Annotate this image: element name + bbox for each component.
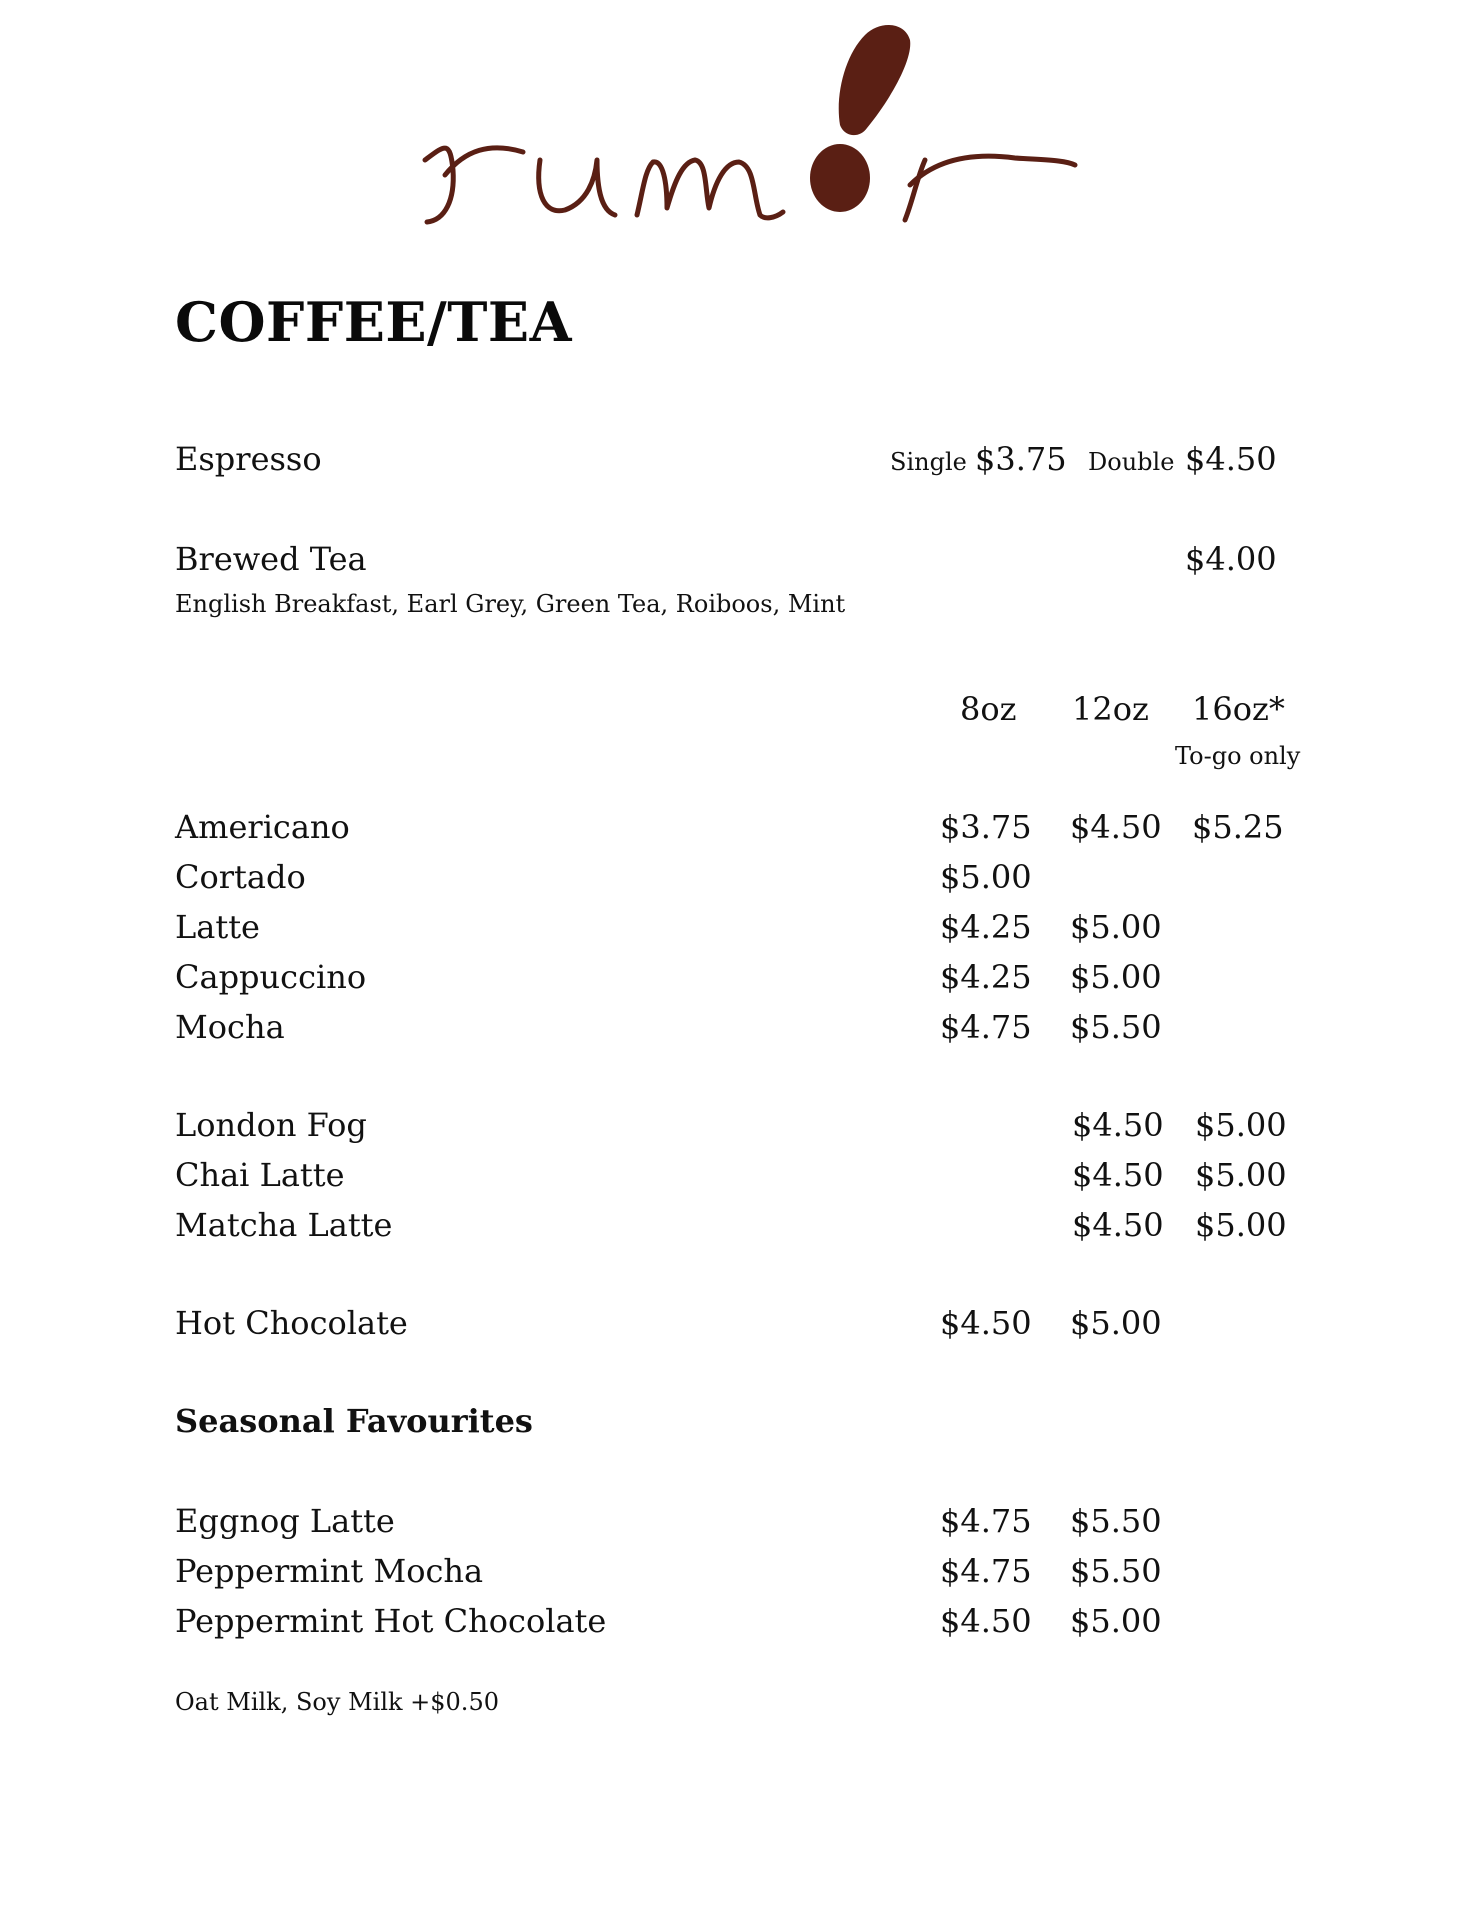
drink-name: Americano [175,808,350,846]
drink-name: Chai Latte [175,1156,345,1194]
drink-price-8oz: $5.00 [940,858,1032,896]
drink-price-8oz: $4.50 [940,1304,1032,1342]
espresso-name: Espresso [175,440,322,478]
brewed-tea-varieties: English Breakfast, Earl Grey, Green Tea, Roiboos, Mint [175,590,846,618]
drink-price-16oz: $5.00 [1195,1206,1287,1244]
seasonal-item-name: Peppermint Hot Chocolate [175,1602,607,1640]
brewed-tea-price: $4.00 [1185,540,1277,578]
seasonal-price-8oz: $4.75 [940,1552,1032,1590]
seasonal-title: Seasonal Favourites [175,1402,533,1440]
drink-price-8oz: $3.75 [940,808,1032,846]
drink-name: Cappuccino [175,958,367,996]
espresso-single-price: $3.75 [975,440,1067,478]
drink-price-12oz: $5.00 [1070,908,1162,946]
size-16oz-note: To-go only [1175,742,1301,770]
espresso-double-label: Double [1088,448,1175,476]
milk-alternatives-note: Oat Milk, Soy Milk +$0.50 [175,1688,499,1716]
seasonal-price-8oz: $4.50 [940,1602,1032,1640]
drink-name: Matcha Latte [175,1206,393,1244]
drink-price-12oz: $5.00 [1070,958,1162,996]
espresso-double-price: $4.50 [1185,440,1277,478]
drink-name: Latte [175,908,260,946]
drink-price-8oz: $4.25 [940,908,1032,946]
rumor-logo [405,10,1095,250]
seasonal-price-12oz: $5.50 [1070,1552,1162,1590]
drink-price-16oz: $5.25 [1192,808,1284,846]
section-title: COFFEE/TEA [175,290,572,354]
drink-price-12oz: $4.50 [1070,808,1162,846]
drink-price-8oz: $4.75 [940,1008,1032,1046]
drink-name: London Fog [175,1106,367,1144]
seasonal-price-8oz: $4.75 [940,1502,1032,1540]
seasonal-item-name: Peppermint Mocha [175,1552,484,1590]
drink-price-8oz: $4.25 [940,958,1032,996]
drink-price-12oz: $4.50 [1072,1106,1164,1144]
espresso-single-label: Single [890,448,967,476]
seasonal-price-12oz: $5.50 [1070,1502,1162,1540]
size-8oz: 8oz [960,690,1017,728]
seasonal-price-12oz: $5.00 [1070,1602,1162,1640]
size-16oz: 16oz* [1192,690,1285,728]
seasonal-item-name: Eggnog Latte [175,1502,395,1540]
brewed-tea-name: Brewed Tea [175,540,367,578]
drink-price-16oz: $5.00 [1195,1106,1287,1144]
drink-name: Cortado [175,858,306,896]
drink-price-16oz: $5.00 [1195,1156,1287,1194]
drink-price-12oz: $4.50 [1072,1206,1164,1244]
size-12oz: 12oz [1072,690,1149,728]
drink-name: Hot Chocolate [175,1304,408,1342]
drink-price-12oz: $5.50 [1070,1008,1162,1046]
drink-name: Mocha [175,1008,285,1046]
drink-price-12oz: $5.00 [1070,1304,1162,1342]
drink-price-12oz: $4.50 [1072,1156,1164,1194]
